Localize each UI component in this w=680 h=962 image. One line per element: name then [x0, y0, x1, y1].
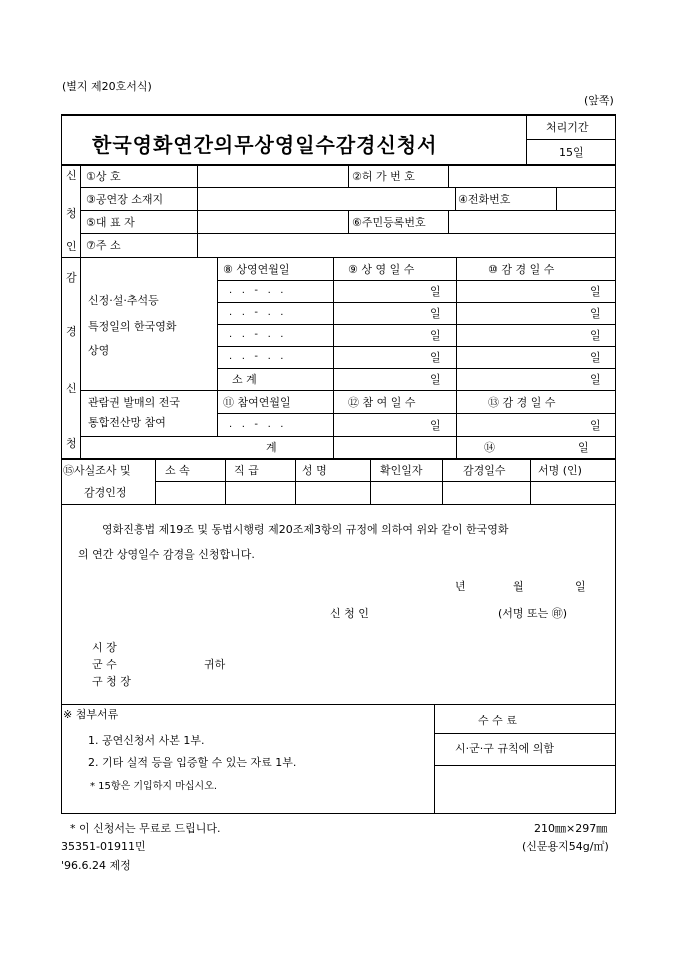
- attachment-item-2: 2. 기타 실적 등을 입증할 수 있는 자료 1부.: [88, 756, 297, 769]
- applicant-char-2: 청: [66, 207, 77, 220]
- inspection-header-days: 감경일수: [463, 464, 506, 477]
- signature-or-seal: (서명 또는 ㊞): [498, 607, 568, 620]
- screening-days-unit: 일: [430, 351, 441, 364]
- screening-date-field[interactable]: . . - . .: [229, 351, 284, 362]
- reduction-char-2: 경: [66, 325, 77, 338]
- inspection-label-line-1: ⑮사실조사 및: [63, 464, 131, 477]
- phone-field[interactable]: [557, 189, 614, 209]
- holiday-label-line-2: 특정일의 한국영화: [88, 320, 177, 333]
- reduction-days-subtotal-unit: 일: [590, 373, 601, 386]
- total-label: 계: [266, 441, 277, 454]
- screening-days-unit: 일: [430, 307, 441, 320]
- recipient-mayor: 시 장: [92, 641, 117, 654]
- inspection-header-date: 확인일자: [380, 464, 423, 477]
- fee-value: 시·군·구 규칙에 의함: [455, 742, 554, 755]
- participation-date-header: ⑪ 참여연월일: [223, 396, 291, 409]
- applicant-signature-label: 신 청 인: [330, 607, 369, 620]
- representative-field[interactable]: [198, 212, 347, 232]
- processing-period-label: 처리기간: [546, 121, 589, 134]
- subtotal-label: 소 계: [232, 373, 257, 386]
- total-mark: ⑭: [484, 441, 495, 454]
- holiday-label-line-1: 신정·설·추석등: [88, 294, 159, 307]
- reduction-days-unit: 일: [590, 307, 601, 320]
- fee-label: 수 수 료: [478, 714, 517, 727]
- venue-address-label: ③공연장 소재지: [86, 193, 164, 206]
- holiday-label-line-3: 상영: [88, 344, 110, 357]
- resident-number-label: ⑥주민등록번호: [352, 216, 426, 229]
- screening-date-field[interactable]: . . - . .: [229, 329, 284, 340]
- resident-number-field[interactable]: [449, 212, 614, 232]
- attachments-title: ※ 첨부서류: [63, 708, 119, 721]
- reduction-days-unit: 일: [590, 351, 601, 364]
- trade-name-label: ①상 호: [86, 170, 121, 183]
- paper-type: (신문용지54g/㎡): [522, 840, 609, 853]
- statement-line-1: 영화진흥법 제19조 및 동법시행령 제20조제3항의 규정에 의하여 위와 같이 한국영화: [102, 523, 509, 536]
- attachment-note: * 15항은 기입하지 마십시오.: [90, 781, 218, 792]
- recipient-district: 구 청 장: [92, 675, 131, 688]
- participation-days-header: ⑫ 참 여 일 수: [348, 396, 416, 409]
- ticket-network-label-line-2: 통합전산망 참여: [88, 416, 166, 429]
- participation-days-unit: 일: [430, 419, 441, 432]
- inspection-header-department: 소 속: [165, 464, 190, 477]
- screening-date-field[interactable]: . . - . .: [229, 307, 284, 318]
- ticket-network-label-line-1: 관람권 발매의 전국: [88, 396, 181, 409]
- license-number-label: ②허 가 번 호: [352, 170, 415, 183]
- total-unit: 일: [578, 441, 589, 454]
- participation-reduction-header: ⑬ 감 경 일 수: [488, 396, 556, 409]
- form-number: (별지 제20호서식): [62, 80, 152, 93]
- reduction-days-unit: 일: [590, 329, 601, 342]
- screening-days-unit: 일: [430, 285, 441, 298]
- inspection-header-name: 성 명: [302, 464, 327, 477]
- screening-days-subtotal-unit: 일: [430, 373, 441, 386]
- honorific: 귀하: [204, 658, 226, 671]
- inspection-label-line-2: 감경인정: [84, 486, 127, 499]
- representative-label: ⑤대 표 자: [86, 216, 135, 229]
- reduction-char-3: 신: [66, 382, 77, 395]
- screening-date-field[interactable]: . . - . .: [229, 285, 284, 296]
- venue-address-field[interactable]: [198, 189, 454, 209]
- inspection-header-signature: 서명 (인): [538, 464, 582, 477]
- screening-days-unit: 일: [430, 329, 441, 342]
- page-side-label: (앞쪽): [584, 94, 614, 107]
- participation-reduction-unit: 일: [590, 419, 601, 432]
- license-number-field[interactable]: [449, 166, 614, 186]
- reduction-char-1: 감: [66, 271, 77, 284]
- inspection-header-rank: 직 급: [234, 464, 259, 477]
- statement-line-2: 의 연간 상영일수 감경을 신청합니다.: [78, 548, 255, 561]
- applicant-char-1: 신: [66, 169, 77, 182]
- address-field[interactable]: [198, 235, 614, 256]
- date-day-label: 일: [575, 580, 586, 593]
- form-code: 35351-01911민: [61, 840, 146, 853]
- applicant-char-3: 인: [66, 240, 77, 253]
- screening-date-header: ⑧ 상영연월일: [223, 263, 290, 276]
- recipient-county: 군 수: [92, 658, 117, 671]
- free-notice: * 이 신청서는 무료로 드립니다.: [70, 822, 221, 835]
- address-label: ⑦주 소: [86, 239, 121, 252]
- form-title: 한국영화연간의무상영일수감경신청서: [92, 133, 438, 157]
- enacted-date: '96.6.24 제정: [61, 859, 131, 872]
- reduction-char-4: 청: [66, 437, 77, 450]
- reduction-days-header: ⑩ 감 경 일 수: [488, 263, 555, 276]
- trade-name-field[interactable]: [198, 166, 347, 186]
- date-year-label: 년: [455, 580, 466, 593]
- participation-date-field[interactable]: . . - . .: [229, 419, 284, 430]
- screening-days-header: ⑨ 상 영 일 수: [348, 263, 415, 276]
- reduction-days-unit: 일: [590, 285, 601, 298]
- phone-label: ④전화번호: [458, 193, 511, 206]
- attachment-item-1: 1. 공연신청서 사본 1부.: [88, 734, 205, 747]
- paper-size: 210㎜×297㎜: [534, 822, 608, 835]
- date-month-label: 월: [513, 580, 524, 593]
- processing-period-value: 15일: [559, 146, 584, 159]
